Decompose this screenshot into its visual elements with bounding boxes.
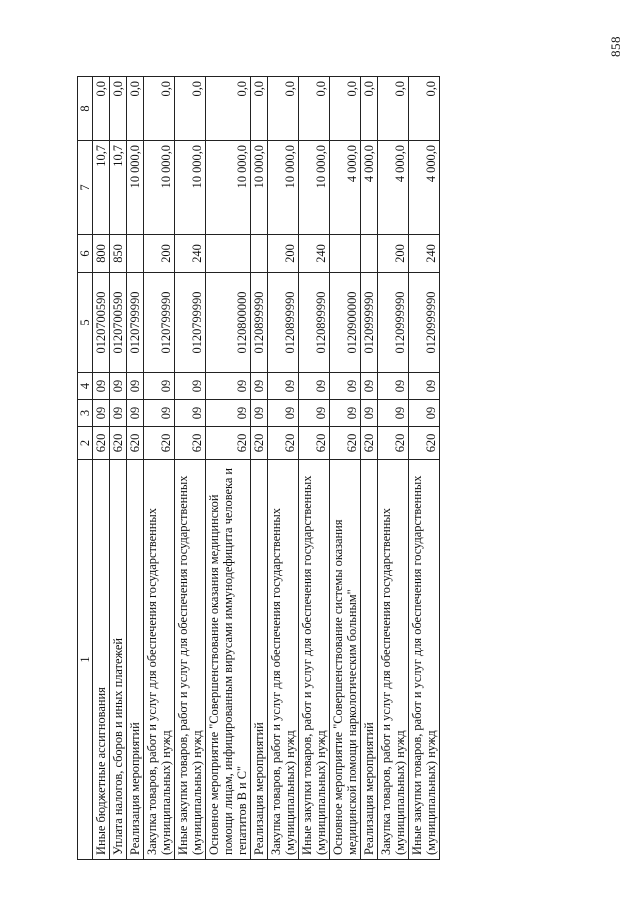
row-amount-2: 0,0 xyxy=(361,77,378,141)
row-ministry-code: 620 xyxy=(127,427,144,460)
row-amount-2: 0,0 xyxy=(299,77,330,141)
table-row xyxy=(110,77,127,860)
row-target-article: 0120799990 xyxy=(144,273,175,373)
row-subsection-code: 09 xyxy=(409,373,440,400)
row-amount: 10,7 xyxy=(110,141,127,235)
header-col-4: 4 xyxy=(78,373,93,400)
row-target-article: 0120899990 xyxy=(251,273,268,373)
row-amount: 10 000,0 xyxy=(175,141,206,235)
row-subsection-code: 09 xyxy=(127,373,144,400)
row-ministry-code: 620 xyxy=(378,427,409,460)
row-amount-2: 0,0 xyxy=(175,77,206,141)
row-description: Реализация мероприятий xyxy=(127,460,144,860)
row-description: Закупка товаров, работ и услуг для обеспечения государственных (муниципальных) нужд xyxy=(268,460,299,860)
row-description: Уплата налогов, сборов и иных платежей xyxy=(110,460,127,860)
row-expense-type: 240 xyxy=(299,235,330,273)
row-description: Основное мероприятие "Совершенствование системы оказания медицинской помощи наркологическим больным" xyxy=(330,460,361,860)
row-subsection-code: 09 xyxy=(206,373,251,400)
row-subsection-code: 09 xyxy=(251,373,268,400)
row-expense-type xyxy=(361,235,378,273)
row-expense-type: 200 xyxy=(268,235,299,273)
row-section-code: 09 xyxy=(361,400,378,427)
row-ministry-code: 620 xyxy=(330,427,361,460)
row-amount: 4 000,0 xyxy=(378,141,409,235)
table-row xyxy=(268,77,299,860)
table-header-row xyxy=(78,77,93,860)
row-amount: 4 000,0 xyxy=(409,141,440,235)
budget-table xyxy=(77,76,440,860)
row-amount-2: 0,0 xyxy=(378,77,409,141)
table-row xyxy=(127,77,144,860)
row-expense-type: 800 xyxy=(93,235,110,273)
row-section-code: 09 xyxy=(268,400,299,427)
row-subsection-code: 09 xyxy=(93,373,110,400)
table-row xyxy=(361,77,378,860)
row-description: Реализация мероприятий xyxy=(361,460,378,860)
row-section-code: 09 xyxy=(144,400,175,427)
row-target-article: 0120700590 xyxy=(110,273,127,373)
header-col-1: 1 xyxy=(78,460,93,860)
header-col-3: 3 xyxy=(78,400,93,427)
row-description: Реализация мероприятий xyxy=(251,460,268,860)
row-section-code: 09 xyxy=(93,400,110,427)
row-amount: 10 000,0 xyxy=(251,141,268,235)
page-number: 858 xyxy=(608,36,623,57)
row-description: Основное мероприятие "Совершенствование оказания медицинской помощи лицам, инфицированным вирусами иммунодефицита человека и гепатитов В и С" xyxy=(206,460,251,860)
table-row xyxy=(144,77,175,860)
row-amount: 4 000,0 xyxy=(330,141,361,235)
row-ministry-code: 620 xyxy=(93,427,110,460)
table-row xyxy=(378,77,409,860)
row-section-code: 09 xyxy=(251,400,268,427)
row-expense-type xyxy=(251,235,268,273)
row-expense-type: 200 xyxy=(378,235,409,273)
row-expense-type xyxy=(206,235,251,273)
row-section-code: 09 xyxy=(378,400,409,427)
row-target-article: 0120900000 xyxy=(330,273,361,373)
rotated-table-container xyxy=(77,78,622,860)
row-section-code: 09 xyxy=(409,400,440,427)
row-subsection-code: 09 xyxy=(268,373,299,400)
row-section-code: 09 xyxy=(110,400,127,427)
row-target-article: 0120799990 xyxy=(127,273,144,373)
header-col-7: 7 xyxy=(78,141,93,235)
row-subsection-code: 09 xyxy=(175,373,206,400)
row-amount-2: 0,0 xyxy=(93,77,110,141)
header-col-5: 5 xyxy=(78,273,93,373)
row-target-article: 0120999990 xyxy=(409,273,440,373)
row-amount: 10 000,0 xyxy=(268,141,299,235)
row-ministry-code: 620 xyxy=(175,427,206,460)
row-target-article: 0120899990 xyxy=(299,273,330,373)
row-expense-type: 850 xyxy=(110,235,127,273)
row-amount: 10,7 xyxy=(93,141,110,235)
row-target-article: 0120799990 xyxy=(175,273,206,373)
row-target-article: 0120700590 xyxy=(93,273,110,373)
row-subsection-code: 09 xyxy=(110,373,127,400)
row-amount-2: 0,0 xyxy=(409,77,440,141)
row-ministry-code: 620 xyxy=(361,427,378,460)
row-section-code: 09 xyxy=(127,400,144,427)
row-amount-2: 0,0 xyxy=(268,77,299,141)
row-subsection-code: 09 xyxy=(299,373,330,400)
row-target-article: 0120800000 xyxy=(206,273,251,373)
row-amount-2: 0,0 xyxy=(127,77,144,141)
row-description: Иные закупки товаров, работ и услуг для обеспечения государственных (муниципальных) нужд xyxy=(409,460,440,860)
table-row xyxy=(409,77,440,860)
row-ministry-code: 620 xyxy=(409,427,440,460)
row-amount: 10 000,0 xyxy=(206,141,251,235)
table-row xyxy=(330,77,361,860)
table-row xyxy=(206,77,251,860)
row-description: Закупка товаров, работ и услуг для обеспечения государственных (муниципальных) нужд xyxy=(378,460,409,860)
row-section-code: 09 xyxy=(299,400,330,427)
row-amount: 10 000,0 xyxy=(299,141,330,235)
row-amount-2: 0,0 xyxy=(110,77,127,141)
row-ministry-code: 620 xyxy=(110,427,127,460)
header-col-8: 8 xyxy=(78,77,93,141)
header-col-2: 2 xyxy=(78,427,93,460)
row-subsection-code: 09 xyxy=(330,373,361,400)
row-expense-type: 240 xyxy=(175,235,206,273)
row-target-article: 0120999990 xyxy=(361,273,378,373)
table-row xyxy=(93,77,110,860)
row-description: Иные закупки товаров, работ и услуг для обеспечения государственных (муниципальных) нужд xyxy=(175,460,206,860)
row-subsection-code: 09 xyxy=(378,373,409,400)
row-target-article: 0120899990 xyxy=(268,273,299,373)
row-expense-type: 240 xyxy=(409,235,440,273)
row-amount: 4 000,0 xyxy=(361,141,378,235)
table-row xyxy=(175,77,206,860)
row-expense-type xyxy=(127,235,144,273)
row-description: Закупка товаров, работ и услуг для обеспечения государственных (муниципальных) нужд xyxy=(144,460,175,860)
row-expense-type: 200 xyxy=(144,235,175,273)
row-description: Иные закупки товаров, работ и услуг для обеспечения государственных (муниципальных) нужд xyxy=(299,460,330,860)
row-subsection-code: 09 xyxy=(361,373,378,400)
row-ministry-code: 620 xyxy=(268,427,299,460)
row-description: Иные бюджетные ассигнования xyxy=(93,460,110,860)
row-subsection-code: 09 xyxy=(144,373,175,400)
table-row xyxy=(299,77,330,860)
header-col-6: 6 xyxy=(78,235,93,273)
row-section-code: 09 xyxy=(175,400,206,427)
row-ministry-code: 620 xyxy=(206,427,251,460)
row-amount-2: 0,0 xyxy=(206,77,251,141)
row-amount-2: 0,0 xyxy=(330,77,361,141)
row-expense-type xyxy=(330,235,361,273)
row-amount: 10 000,0 xyxy=(144,141,175,235)
row-amount: 10 000,0 xyxy=(127,141,144,235)
row-ministry-code: 620 xyxy=(251,427,268,460)
table-row xyxy=(251,77,268,860)
row-ministry-code: 620 xyxy=(144,427,175,460)
row-amount-2: 0,0 xyxy=(251,77,268,141)
row-ministry-code: 620 xyxy=(299,427,330,460)
row-amount-2: 0,0 xyxy=(144,77,175,141)
row-target-article: 0120999990 xyxy=(378,273,409,373)
row-section-code: 09 xyxy=(330,400,361,427)
row-section-code: 09 xyxy=(206,400,251,427)
